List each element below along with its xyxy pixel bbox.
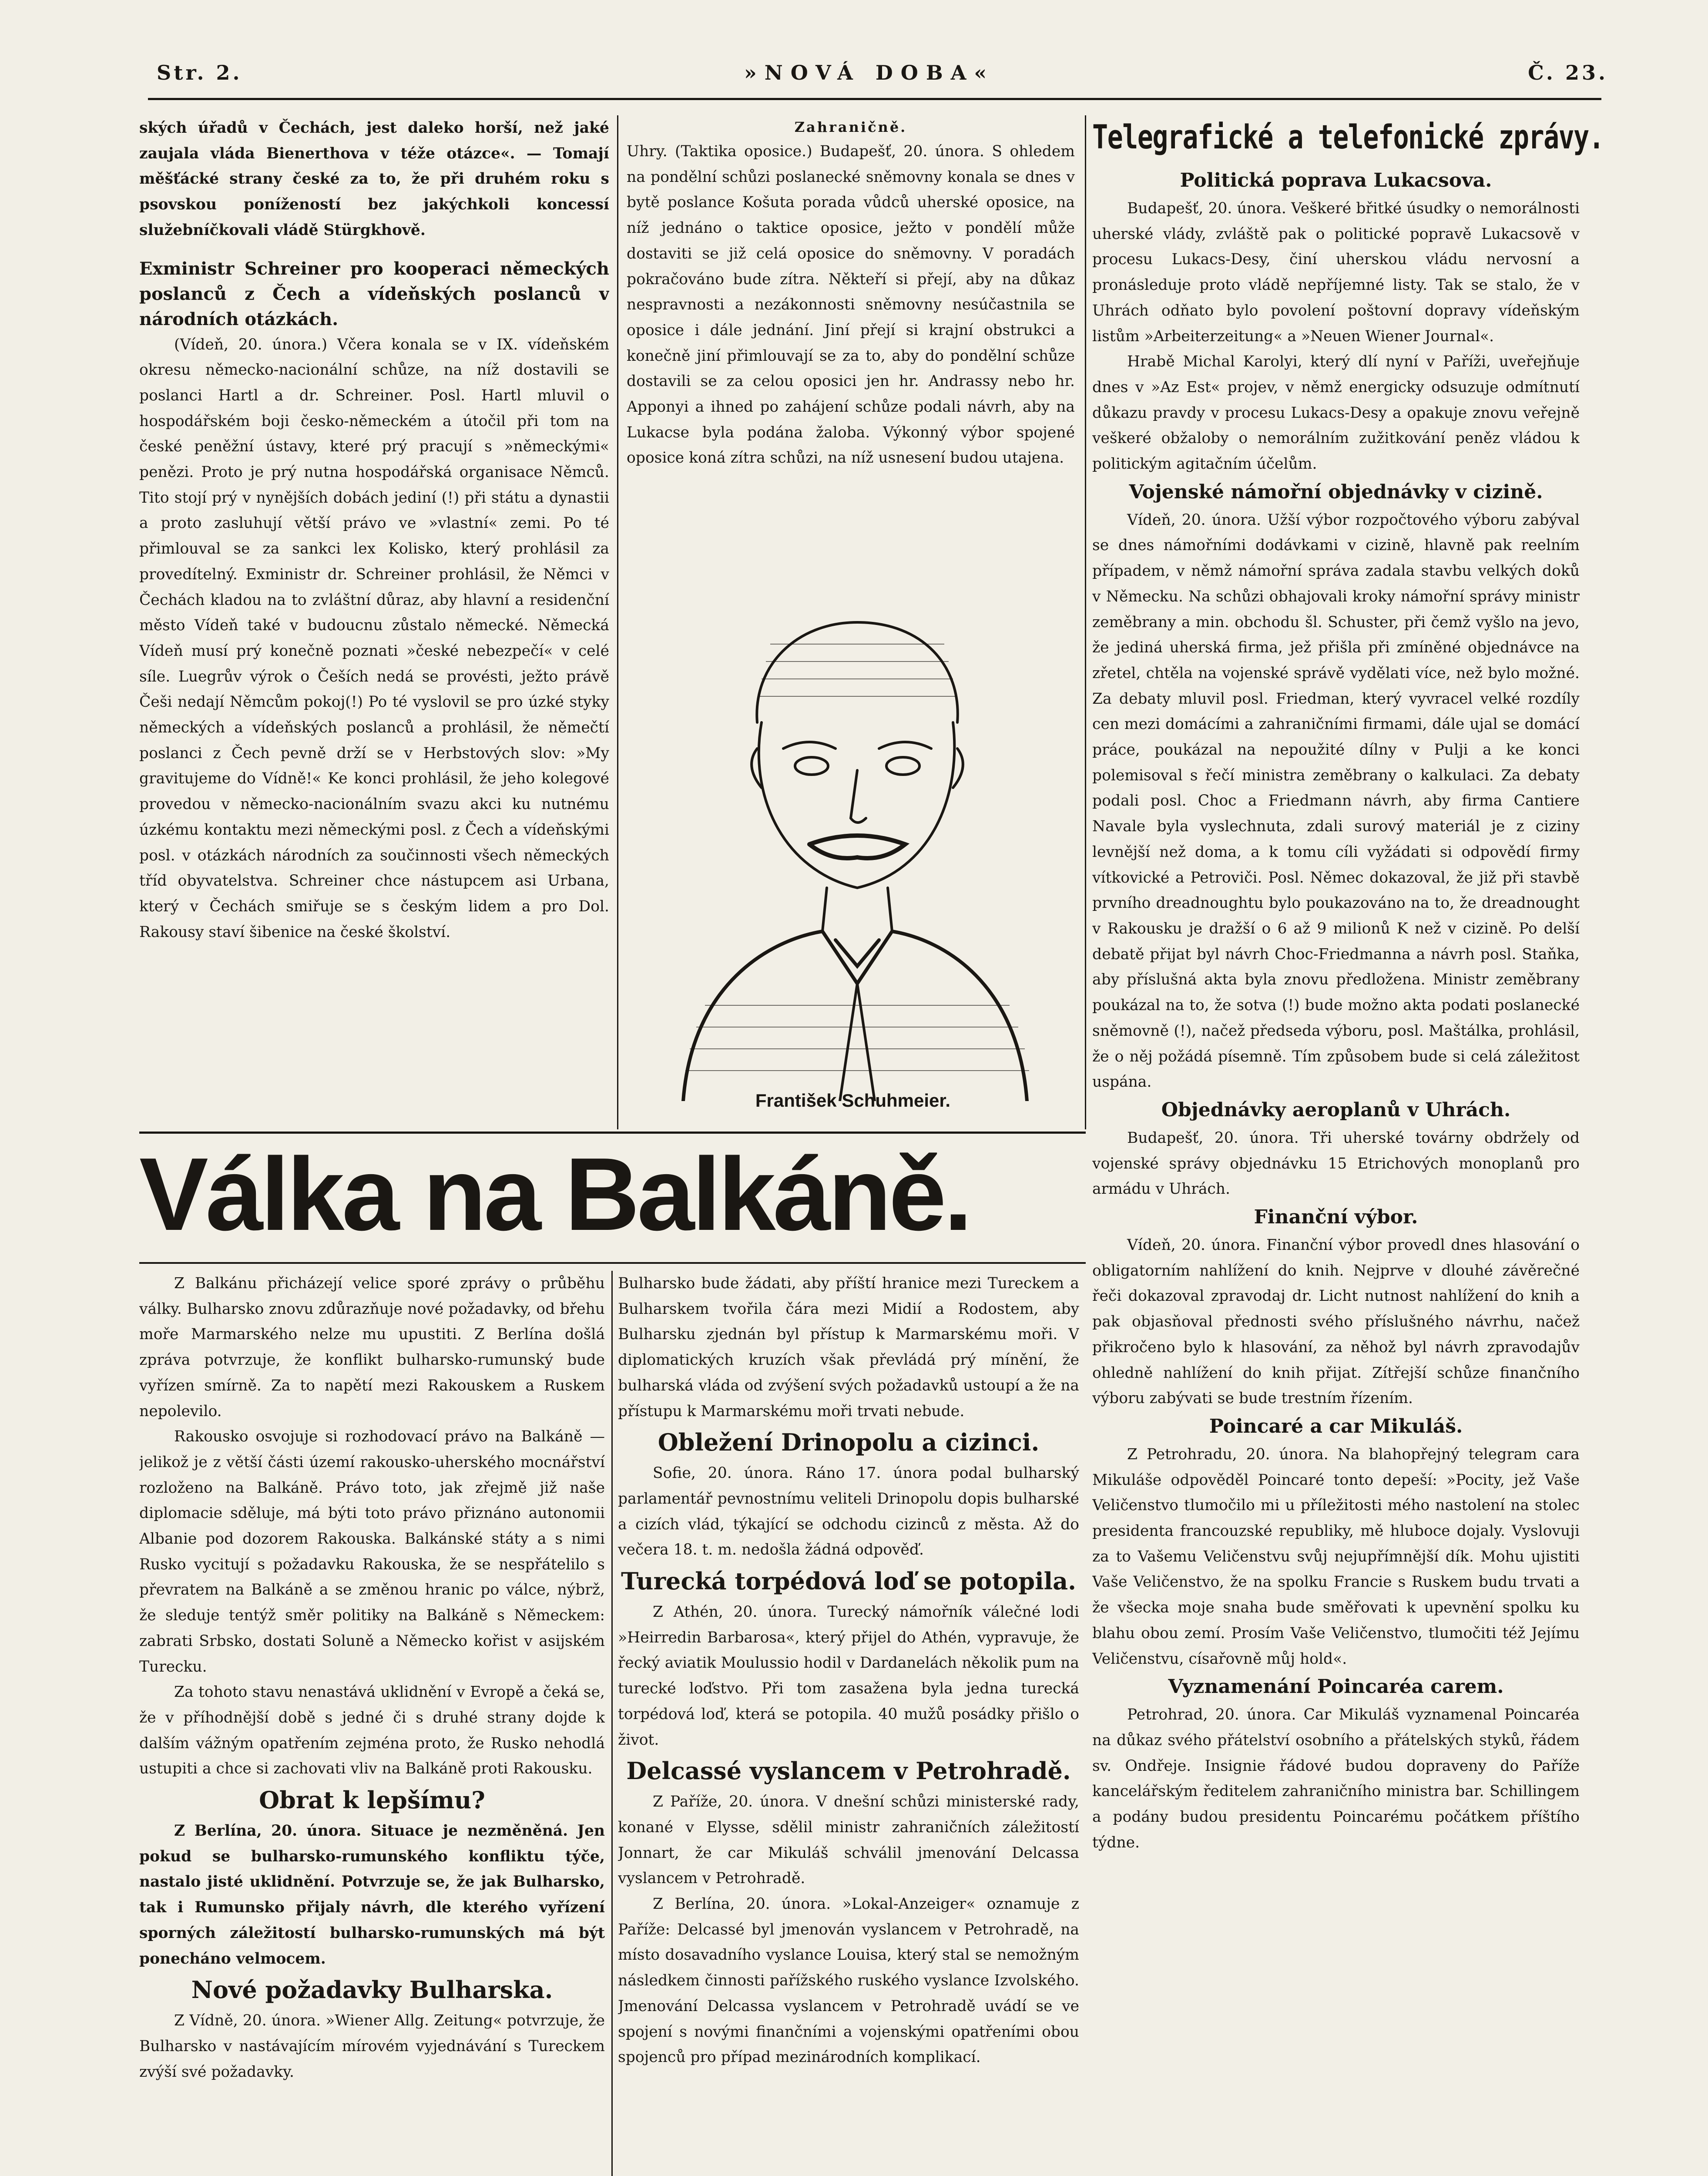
lukacs-article-1: Budapešť, 20. února. Veškeré břitké úsudky o nemorálnosti uherské vlády, zvláště pak o politické popravě Lukacsově v procesu Lukacs-Desy, činí uherskou vládu nervosní a pronásleduje proto vládě nepříjemné listy. Tak se stalo, že v Uhrách odňato bylo povolení poštovní dopravy vídeňským listům »Arbeiterzeitung« a »Neuen Wiener Journal«. [1092, 200, 1580, 345]
adrianople-headline: Obležení Drinopolu a cizinci. [658, 1428, 1040, 1457]
left-column-top [139, 115, 609, 1129]
foreign-news-kicker: Zahraničně. [794, 119, 907, 135]
war-top-rule [139, 1132, 1086, 1134]
better-turn-article: Z Berlína, 20. února. Situace je nezměněná. Jen pokud se bulharsko-rumunského konfliktu týče, nastalo jisté uklidnění. Potvrzuje se, že jak Bulharsko, tak i Rumunsko přijaly návrh, dle kterého vyřízení sporných záležitostí bulharsko-rumunských má být ponecháno velmocem. [139, 1822, 605, 1968]
header-rule [148, 98, 1601, 100]
finance-committee-headline: Finanční výbor. [1254, 1206, 1418, 1229]
poincare-tsar-headline: Poincaré a car Mikuláš. [1209, 1415, 1463, 1437]
schreiner-article: (Vídeň, 20. února.) Včera konala se v IX. vídeňském okresu německo-nacionální schůze, na níž dostavili se poslanci Hartl a dr. Schreiner. Posl. Hartl mluvil o hospodářském boji česko-německém a útočil při tom na české peněžní ústavy, které prý pracují s »německými« penězi. Proto je prý nutna hospodářská organisace Němců. Tito stojí prý v nynějších dobách jediní (!) při státu a dynastii a proto zasluhují větší právo ve »vlastní« zemi. Po té přimlouval se za sankci lex Kolisko, který prohlásil za provedítelný. Exministr dr. Schreiner prohlásil, že Němci v Čechách kladou na to zvláštní důraz, aby hlavní a residenční město Vídeň také v budoucnu zůstalo německé. Německá Vídeň musí prý konečně poznati »české nebezpečí« v celé síle. Luegrův výrok o Češích nedá se provésti, ježto právě Češi nedají Němcům pokoj(!) Po té vyslovil se pro úzké styky německých a vídeňských poslanců a prohlásil, že němečtí poslanci z Čech pevně drží se v Herbstových slov: »My gravitujeme do Vídně!« Ke konci prohlásil, že jeho kolegové provedou v německo-nacionálním svazu akci ku nutnému úzkému kontaktu mezi německými posl. z Čech a vídeňskými posl. v otázkách národních za součinnosti všech německých tříd obyvatelstva. Schreiner chce nástupcem asi Urbana, který v Čechách smiřuje se s českým lidem a pro Dol. Rakousy staví šibenice na české školství. [139, 336, 609, 941]
torpedo-headline: Turecká torpédová loď se potopila. [621, 1567, 1076, 1595]
right-column [1092, 165, 1580, 2176]
finance-committee-article: Vídeň, 20. února. Finanční výbor provedl dnes hlasování o obligatorním nahlížení do knih. Nejprve v dlouhé závěrečné řeči dokazoval zpravodaj dr. Licht nutnost nahlížení do knih a pak objasňoval přednosti svého příslušného návrhu, načež přikročeno bylo k hlasování, za něhož byl návrh zpravodajův ohledně nahlížení do knih přijat. Zítřejší schůze finančního výboru zabývati se bude trestním řízením. [1092, 1236, 1580, 1407]
article-continuation: ských úřadů v Čechách, jest daleko horší, než jaké zaujala vláda Bienerthova v téže otázce«. — Tomají měšťácké strany české za to, že při druhém roku s psovskou ponížeností bez jakýchkoli koncessí služebníčkovali vládě Stürgkhově. [139, 119, 609, 239]
lukacs-article-2: Hrabě Michal Karolyi, který dlí nyní v Paříži, uveřejňuje dnes v »Az Est« projev, v němž energicky odsuzuje odmítnutí důkazu pravdy v procesu Lukacs-Desy a opakuje znovu veřejně veškeré obžaloby o nemorálním zužitkování peněz vládou k politickým agitačním účelům. [1092, 353, 1580, 473]
bulgaria-border-article: Bulharsko bude žádati, aby příští hranice mezi Tureckem a Bulharskem tvořila čára mezi Midií a Rodostem, aby Bulharsku zjednán byl přístup k Marmarskému moři. V diplomatických kruzích však převládá prý mínění, že bulharská vláda od zvýšení svých požadavků ustoupí a že na přístupu k Marmarskému moři trvati nebude. [618, 1275, 1079, 1420]
adrianople-article: Sofie, 20. února. Ráno 17. února podal bulharský parlamentář pevnostnímu veliteli Drinopolu dopis bulharské a cizích vlád, týkající se odchodu cizinců z města. Až do večera 18. t. m. nedošla žádná odpověď. [618, 1464, 1079, 1559]
poincare-honour-article: Petrohrad, 20. února. Car Mikuláš vyznamenal Poincaréa na důkaz svého přátelství osobního a přátelských styků, řádem sv. Ondřeje. Insignie řádové budou dopraveny do Paříže kancelářským ředitelem zahraničního ministra bar. Schillingem a podány budou presidentu Poincarému počátkem příštího týdne. [1092, 1706, 1580, 1851]
naval-orders-article: Vídeň, 20. února. Užší výbor rozpočtového výboru zabýval se dnes námořními dodávkami v cizině, hlavně pak reelním případem, v němž námořní správa zadala stavbu velkých doků v Německu. Na schůzi obhajovali kroky námořní správy ministr zeměbrany a min. obchodu šl. Schuster, při čemž vyšlo na jevo, že jediná uherská firma, jež přišla při zmíněné objednávce na zřetel, chtěla na vojenské správě vydělati více, než bylo možné. Za debaty mluvil posl. Friedman, který vyvracel velké rozdíly cen mezi domácími a zahraničními firmami, dále ujal se domácí práce, poukázal na nepoužité dílny v Pulji a ke konci polemisoval s řečí ministra zeměbrany o kalkulaci. Za debaty podali posl. Choc a Friedmann návrh, aby firma Cantiere Navale byla vyslechnuta, zdali surový materiál je z ciziny levnější než doma, a k tomu cíli vyžádati si odpovědí firmy vítkovické a Petroviči. Posl. Němec dokazoval, že již při stavbě prvního dreadnoughtu bylo poukazováno na to, že dreadnought v Rakousku je dražší o 6 až 9 milionů K než v cizině. Po delší debatě přijat byl návrh Choc-Friedmanna a návrh posl. Staňka, aby příslušná akta byla znovu předložena. Ministr zeměbrany poukázal na to, že sotva (!) bude možno akta podati poslanecké sněmovně (!), načež předseda výboru, posl. Maštálka, prohlásil, že o něj požádá písemně. Tím způsobem bude si celá záležitost uspána. [1092, 511, 1580, 1091]
issue-number: Č. 23. [1528, 61, 1608, 84]
page-header [157, 61, 1608, 96]
poincare-tsar-article: Z Petrohradu, 20. února. Na blahopřejný telegram cara Mikuláše odpověděl Poincaré tonto depeší: »Pocity, jež Vaše Veličenstvo tlumočilo mi u příležitosti mého nastolení na stolec presidenta francouzské republiky, mě hluboce dojaly. Vyslovuji za to Vašemu Veličenstvu svůj nejupřímnější dík. Mohu ujistiti Vaše Veličenstvo, že na spolku Francie s Ruskem budu trvati a že všecka moje snaha bude směřovati k upevnění spolku ku blahu obou zemí. Prosím Vaše Veličenstvo, tlumočiti též Jejímu Veličenstvu, císařovně můj hold«. [1092, 1445, 1580, 1668]
delcasse-article-2: Z Berlína, 20. února. »Lokal-Anzeiger« oznamuje z Paříže: Delcassé byl jmenován vyslancem v Petrohradě, na místo dosavadního vyslance Louisa, který stal se nemožným následkem činnosti pařížského ruského vyslance Izvolského. Jmenování Delcassa vyslancem v Petrohradě uvádí se ve spojení s novými finančními a vojenskými opatřeními obou spojenců pro případ mezinárodních komplikací. [618, 1895, 1079, 2066]
portrait-hair [757, 622, 957, 722]
masthead-title: »NOVÁ DOBA« [744, 61, 995, 84]
naval-orders-headline: Vojenské námořní objednávky v cizině. [1129, 480, 1543, 503]
aeroplane-article: Budapešť, 20. února. Tři uherské továrny obdržely od vojenské správy objednávku 15 Etrichových monoplanů pro armádu v Uhrách. [1092, 1129, 1580, 1198]
portrait-illustration [640, 592, 1066, 1101]
portrait-caption: František Schuhmeier. [755, 1090, 951, 1111]
aeroplane-headline: Objednávky aeroplanů v Uhrách. [1161, 1098, 1511, 1121]
war-headline: Válka na Balkáně. [139, 1137, 970, 1252]
poincare-honour-headline: Vyznamenání Poincaréa carem. [1168, 1676, 1504, 1698]
column-rule-2 [1085, 115, 1086, 1129]
war-column-2 [618, 1271, 1079, 2176]
delcasse-headline: Delcassé vyslancem v Petrohradě. [626, 1757, 1071, 1785]
lukacs-headline: Politická poprava Lukacsova. [1180, 169, 1492, 191]
better-turn-headline: Obrat k lepšímu? [259, 1786, 485, 1814]
page-number: Str. 2. [157, 61, 242, 84]
torpedo-article: Z Athén, 20. února. Turecký námořník válečné lodi »Heirredin Barbarosa«, který přijel do Athén, vypravuje, že řecký aviatik Moulussio hodil v Dardanelách několik pum na turecké loďstvo. Při tom zasažena byla jedna turecká torpédová loď, která se potopila. 40 mužů posádky přišlo o život. [618, 1603, 1079, 1749]
column-rule-3 [611, 1271, 613, 2176]
hungary-article: Uhry. (Taktika oposice.) Budapešť, 20. února. S ohledem na pondělní schůzi poslanecké sněmovny konala se dnes v bytě poslance Košuta porada vůdců uherské oposice, na níž jednáno o taktice oposice, ježto v pondělí může dostaviti se již celá oposice do sněmovny. V poradách pokračováno bude zítra. Někteří si přejí, aby na důkaz nespravnosti a nezákonnosti sněmovny nesúčastnila se oposice i dále jednání. Jiní přejí si krajní obstrukci a konečně jiní přimlouvají se za to, aby do pondělní schůze dostavili se za celou oposici jen hr. Andrassy nebo hr. Apponyi a ihned po zahájení schůze podali návrh, aby na Lukacse byla podána žaloba. Výkonný výbor spojené oposice koná zítra schůzi, na níž usnesení budou utajena. [627, 143, 1075, 467]
war-bottom-rule [139, 1262, 1086, 1264]
column-rule-1 [617, 115, 618, 1129]
telegraph-banner: Telegrafické a telefonické zprávy. [1092, 118, 1604, 156]
delcasse-article-1: Z Paříže, 20. února. V dnešní schůzi ministerské rady, konané v Elysse, sdělil ministr zahraničních záležitostí Jonnart, že car Mikuláš schválil jmenování Delcassa vyslancem v Petrohradě. [618, 1793, 1079, 1887]
war-article-1: Z Balkánu přicházejí velice sporé zprávy o průběhu války. Bulharsko znovu zdůrazňuje nové požadavky, od břehu moře Marmarského nelze mu upustiti. Z Berlína došlá zpráva potvrzuje, že konflikt bulharsko-rumunský bude vyřízen smírně. Za to napětí mezi Rakouskem a Ruskem nepolevilo. [139, 1275, 605, 1420]
war-article-2: Rakousko osvojuje si rozhodovací právo na Balkáně — jelikož je z větší části území rakousko-uherského mocnářství rozloženo na Balkáně. Právo toto, jak zřejmě již naše diplomacie sděluje, má býti toto právo přiznáno autonomii Albanie pod dozorem Rakouska. Balkánské státy a s nimi Rusko vycitují s požadavku Rakouska, že se nespřátelilo s převratem na Balkáně a se změnou hranic po válce, nýbrž, že sleduje tentýž směr politiky na Balkáně s Německem: zabrati Srbsko, dostati Soluně a Německo kořist v asijském Turecku. [139, 1428, 605, 1676]
middle-column-top [627, 115, 1075, 585]
schreiner-headline: Exministr Schreiner pro kooperaci německých poslanců z Čech a vídeňských poslanců v národních otázkách. [139, 258, 609, 329]
war-article-3: Za tohoto stavu nenastává uklidnění v Evropě a čeká se, že v příhodnější době s jedné či s druhé strany dojde k dalším vážným opatřením zejména proto, že Rusko nehodlá ustupiti a chce si zachovati vliv na Balkáně proti Rakousku. [139, 1683, 605, 1778]
bulgaria-demands-headline: Nové požadavky Bulharska. [191, 1976, 553, 2004]
bulgaria-demands-article: Z Vídně, 20. února. »Wiener Allg. Zeitung« potvrzuje, že Bulharsko v nastávajícím mírovém vyjednávání s Tureckem zvýší své požadavky. [139, 2012, 605, 2081]
war-column-1 [139, 1271, 605, 2176]
